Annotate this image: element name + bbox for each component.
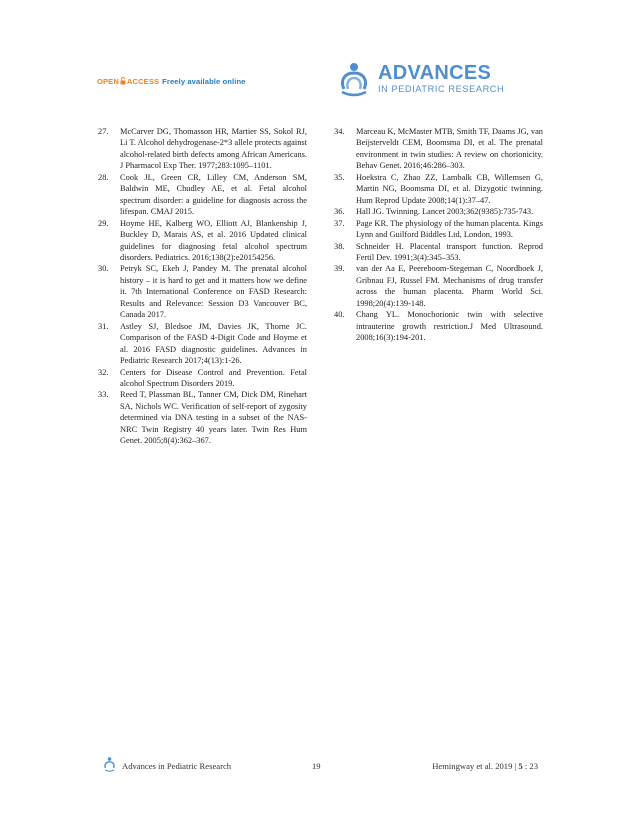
reference-number: 40. bbox=[334, 310, 345, 320]
reference-item bbox=[98, 126, 307, 172]
logo-subtitle: IN PEDIATRIC RESEARCH bbox=[378, 84, 505, 94]
footer-journal-name: Advances in Pediatric Research bbox=[122, 761, 232, 771]
reference-item bbox=[334, 206, 543, 217]
journal-logo bbox=[334, 57, 504, 101]
reference-number: 29. bbox=[98, 218, 109, 228]
reference-item bbox=[334, 241, 543, 264]
reference-text: Petryk SC, Ekeh J, Pandey M. The prenatal alcohol history – it is hard to get and it matters how we define it. 7th International Conference on FASD Research: Results and Relevance: Session D3 Vancouver BC, Canada 2017. bbox=[120, 264, 307, 320]
reference-text: Astley SJ, Bledsoe JM, Davies JK, Thorne JC. Comparison of the FASD 4-Digit Code and Hoyme et al. 2016 FASD diagnostic guidelines. Advances in Pediatric Research 2017;4(13):1-26. bbox=[120, 321, 307, 366]
reference-number: 36. bbox=[334, 207, 345, 217]
citation-volume: 5 bbox=[518, 761, 523, 771]
reference-number: 31. bbox=[98, 321, 109, 331]
freely-available-label: Freely available online bbox=[162, 76, 246, 86]
reference-number: 28. bbox=[98, 172, 109, 182]
pediatric-logo-icon bbox=[103, 756, 116, 772]
reference-number: 33. bbox=[98, 390, 109, 400]
reference-text: Centers for Disease Control and Prevention. Fetal alcohol Spectrum Disorders 2019. bbox=[120, 367, 307, 388]
footer-citation bbox=[432, 761, 538, 771]
reference-number: 30. bbox=[98, 264, 109, 274]
reference-item bbox=[334, 263, 543, 309]
reference-item bbox=[98, 218, 307, 264]
reference-item bbox=[98, 263, 307, 320]
reference-text: McCarver DG, Thomasson HR, Martier SS, Sokol RJ, Li T. Alcohol dehydrogenase-2*3 allele protects against alcohol-related birth defects among African Americans. J Pharmacol Exp Ther. 1977;283:1095–1101. bbox=[120, 127, 307, 171]
logo-title: ADVANCES bbox=[378, 62, 492, 84]
reference-text: Reed T, Plassman BL, Tanner CM, Dick DM, Rinehart SA, Nichols WC. Verification of self-report of zygosity determined via DNA testing in a subset of the NAS-NRC Twin Registry 40 years later. Twin Res Hum Genet. 2005;8(4):362–367. bbox=[120, 390, 307, 446]
reference-text: Hoyme HE, Kalberg WO, Elliott AJ, Blankenship J, Buckley D, Marais AS, et al. 2016 Updated clinical guidelines for diagnosing fetal alcohol spectrum disorders. Pediatrics. 2016;138(2):e20154256. bbox=[120, 218, 307, 262]
reference-number: 38. bbox=[334, 241, 345, 251]
reference-text: Marceau K, McMaster MTB, Smith TF, Daams JG, van Beijsterveldt CEM, Boomsma DI, et al. The prenatal environment in twin studies: A review on chorionicity. Behav Genet. 2016;46:286–303. bbox=[356, 127, 543, 171]
citation-suffix: : 23 bbox=[522, 761, 538, 771]
reference-text: Chang YL. Monochorionic twin with selective intrauterine growth restriction.J Med Ultrasound. 2008;16(3):194-201. bbox=[356, 310, 543, 343]
references-right-column bbox=[334, 126, 543, 344]
reference-number: 34. bbox=[334, 127, 345, 136]
reference-number: 35. bbox=[334, 172, 345, 182]
reference-item bbox=[334, 218, 543, 241]
reference-item bbox=[98, 367, 307, 390]
reference-number: 27. bbox=[98, 127, 109, 136]
reference-item bbox=[98, 172, 307, 218]
reference-item bbox=[334, 172, 543, 206]
citation-prefix: Hemingway et al. 2019 | bbox=[432, 761, 519, 771]
open-access-banner bbox=[97, 75, 246, 87]
reference-text: Page KR. The physiology of the human placenta. Kings Lynn and Guilford Biddles Ltd, London, 1993. bbox=[356, 218, 543, 240]
pediatric-logo-icon bbox=[334, 59, 374, 99]
references-left-column bbox=[98, 126, 307, 447]
reference-item bbox=[334, 309, 543, 343]
reference-number: 37. bbox=[334, 218, 345, 228]
reference-text: Schneider H. Placental transport function. Reprod Fertil Dev. 1991;3(4):345–353. bbox=[356, 241, 543, 262]
reference-text: Hoekstra C, Zhao ZZ, Lambalk CB, Willemsen G, Martin NG, Boomsma DI, et al. Dizygotic twinning. Hum Reprod Update 2008;14(1):37–47. bbox=[356, 172, 543, 205]
reference-item bbox=[334, 126, 543, 172]
access-label: ACCESS bbox=[126, 76, 160, 86]
open-label: OPEN bbox=[97, 76, 119, 86]
reference-item bbox=[98, 389, 307, 446]
page-footer bbox=[0, 754, 638, 774]
reference-text: van der Aa E, Peereboom-Stegeman C, Noordhoek J, Gribnau FJ, Russel FM. Mechanisms of drug transfer across the human placenta. Pharm World Sci. 1998;20(4):139-148. bbox=[356, 264, 543, 308]
page-number: 19 bbox=[312, 761, 321, 771]
reference-number: 32. bbox=[98, 367, 109, 377]
reference-text: Cook JL, Green CR, Lilley CM, Anderson SM, Baldwin ME, Chudley AE, et al. Fetal alcohol spectrum disorder: a guideline for diagnosis across the lifespan. CMAJ 2015. bbox=[120, 172, 307, 217]
open-lock-icon bbox=[120, 77, 126, 85]
reference-text: Hall JG. Twinning. Lancet 2003;362(9385):735-743. bbox=[356, 207, 534, 217]
reference-item bbox=[98, 321, 307, 367]
reference-number: 39. bbox=[334, 264, 345, 274]
